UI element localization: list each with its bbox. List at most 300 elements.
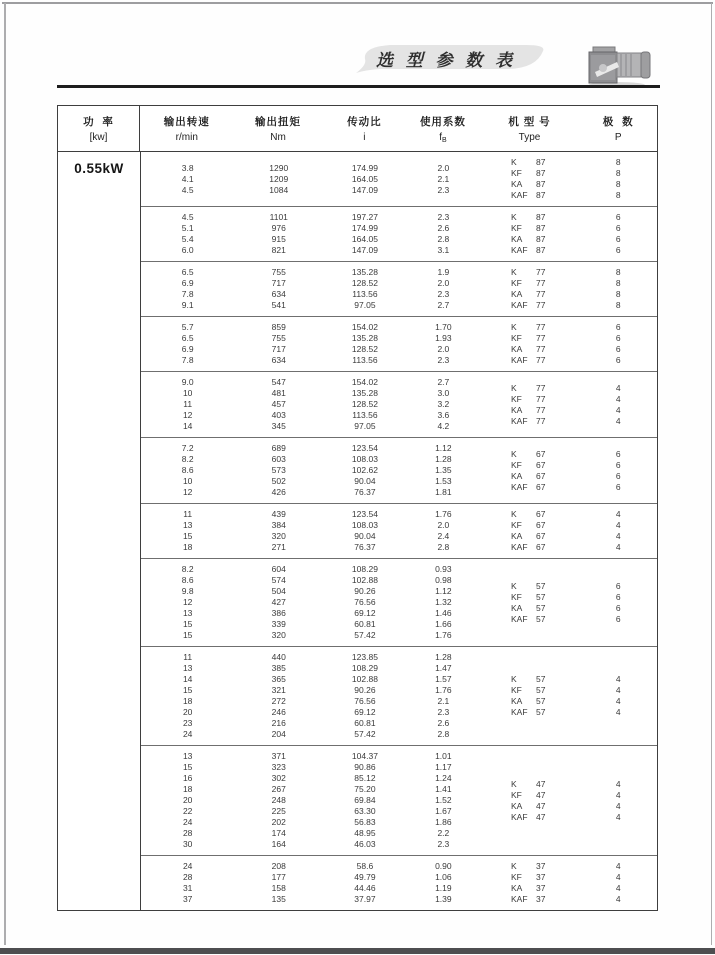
poles-cell: 4	[615, 393, 621, 404]
ratio-cell: 102.88	[351, 674, 378, 684]
fb-cell: 1.17	[435, 762, 452, 772]
fb-cell: 1.76	[435, 685, 452, 695]
torque-cell: 174	[271, 828, 286, 838]
type-size: 37	[535, 872, 546, 882]
fb-cell: 1.12	[435, 443, 452, 453]
type-code: K	[510, 382, 517, 393]
speed-column	[141, 157, 234, 201]
ratio-cell: 174.99	[351, 223, 378, 233]
type-code: K	[510, 212, 517, 222]
header-torque-unit: Nm	[270, 132, 286, 143]
type-size: 57	[535, 707, 546, 717]
torque-cell: 321	[271, 685, 286, 695]
ratio-cell: 49.79	[354, 872, 376, 882]
ratio-cell: 128.52	[351, 278, 378, 288]
poles-cell: 6	[615, 322, 621, 332]
speed-cell: 30	[182, 839, 193, 849]
type-cell	[511, 779, 545, 790]
poles-cell: 8	[615, 278, 621, 288]
fb-column	[407, 751, 480, 850]
type-size: 47	[535, 800, 546, 811]
fb-cell: 0.93	[435, 564, 452, 574]
header-poles-cn: 极 数	[602, 116, 634, 128]
torque-cell: 717	[271, 344, 286, 354]
ratio-cell: 75.20	[354, 784, 376, 794]
type-size: 67	[535, 520, 546, 530]
type-size: 67	[535, 470, 546, 481]
torque-column	[234, 212, 323, 256]
ratio-cell: 113.56	[352, 289, 378, 299]
ratio-cell: 113.56	[352, 355, 378, 365]
fb-cell: 2.8	[437, 234, 450, 244]
ratio-cell: 123.54	[351, 443, 378, 453]
type-cell	[511, 289, 545, 300]
table-body	[58, 152, 657, 910]
ratio-cell: 128.52	[351, 399, 378, 409]
speed-cell: 5.7	[181, 322, 194, 332]
type-column	[480, 751, 580, 850]
type-cell	[511, 333, 545, 344]
type-size: 77	[535, 344, 546, 354]
torque-cell: 204	[271, 729, 286, 739]
ratio-cell: 123.54	[351, 509, 378, 519]
type-cell	[511, 267, 545, 278]
type-column	[480, 564, 580, 641]
type-code: KAF	[510, 811, 528, 822]
table-block	[141, 316, 657, 371]
type-size: 67	[535, 531, 546, 541]
type-size: 77	[535, 404, 546, 415]
speed-cell: 4.1	[181, 173, 194, 184]
type-size: 57	[535, 613, 546, 624]
fb-cell: 2.8	[437, 729, 450, 739]
type-code: KF	[510, 168, 522, 178]
type-code: KA	[510, 531, 523, 541]
power-column	[58, 152, 141, 910]
type-cell	[511, 482, 545, 493]
header-type-unit: Type	[518, 132, 541, 143]
ratio-cell: 46.03	[354, 839, 376, 849]
speed-column	[141, 564, 234, 641]
fb-cell: 1.28	[435, 652, 452, 662]
type-size: 37	[535, 883, 546, 893]
ratio-column	[323, 652, 407, 740]
ratio-cell: 58.6	[356, 861, 374, 871]
table-block	[141, 745, 657, 855]
type-cell	[511, 674, 545, 685]
type-cell	[511, 394, 545, 405]
torque-cell: 248	[271, 795, 286, 805]
type-size: 87	[535, 223, 546, 233]
header-type-cn: 机 型 号	[508, 116, 551, 128]
fb-column	[407, 157, 480, 201]
header-ratio-unit: i	[363, 132, 366, 143]
torque-cell: 225	[271, 806, 286, 816]
type-code: KF	[510, 591, 522, 602]
ratio-cell: 76.37	[354, 487, 376, 497]
ratio-cell: 90.04	[354, 476, 376, 486]
ratio-cell: 90.26	[354, 685, 376, 695]
poles-column	[580, 267, 657, 311]
ratio-cell: 108.29	[351, 663, 378, 673]
poles-cell: 4	[615, 531, 621, 541]
ratio-cell: 104.37	[351, 751, 378, 761]
torque-cell: 135	[271, 894, 286, 904]
type-size: 37	[535, 861, 546, 871]
ratio-cell: 97.05	[354, 421, 376, 431]
type-size: 57	[535, 696, 546, 706]
speed-cell: 11	[183, 399, 193, 409]
torque-column	[234, 509, 323, 553]
torque-column	[234, 267, 323, 311]
poles-cell: 6	[615, 355, 621, 365]
speed-cell: 6.0	[181, 245, 194, 255]
ratio-cell: 69.12	[354, 608, 376, 618]
header-ratio	[322, 106, 406, 151]
header-power	[58, 106, 140, 151]
table-header-row	[58, 106, 657, 152]
fb-cell: 1.41	[435, 784, 452, 794]
type-code: KF	[510, 393, 522, 404]
header-torque	[234, 106, 323, 151]
torque-column	[234, 322, 323, 366]
header-poles	[579, 106, 657, 151]
speed-cell: 7.8	[181, 355, 194, 365]
speed-cell: 8.6	[181, 575, 194, 585]
type-size: 57	[535, 674, 546, 684]
fb-cell: 2.3	[437, 289, 450, 299]
torque-cell: 574	[271, 575, 286, 585]
type-size: 37	[535, 894, 546, 904]
poles-cell: 8	[615, 179, 621, 189]
header-power-cn: 功 率	[83, 116, 114, 128]
type-cell	[511, 157, 545, 168]
fb-cell: 1.24	[435, 773, 452, 783]
torque-cell: 1084	[269, 184, 289, 195]
page-border-top	[2, 2, 713, 4]
torque-cell: 603	[271, 454, 286, 464]
fb-cell: 2.0	[437, 278, 450, 288]
type-cell	[511, 416, 545, 427]
type-code: KAF	[510, 300, 528, 310]
ratio-column	[323, 443, 407, 498]
fb-cell: 3.0	[437, 388, 450, 398]
speed-cell: 13	[182, 520, 193, 530]
type-cell	[511, 592, 545, 603]
type-code: KA	[510, 289, 523, 299]
type-size: 77	[535, 289, 546, 299]
type-size: 57	[535, 580, 546, 591]
poles-cell: 4	[615, 800, 621, 811]
type-code: KA	[510, 470, 523, 481]
type-cell	[511, 790, 545, 801]
speed-column	[141, 443, 234, 498]
type-column	[480, 212, 580, 256]
fb-cell: 1.66	[435, 619, 452, 629]
ratio-column	[323, 322, 407, 366]
fb-column	[407, 509, 480, 553]
fb-cell: 2.3	[437, 839, 450, 849]
header-right-section	[140, 106, 657, 151]
torque-cell: 320	[271, 630, 286, 640]
type-cell	[511, 603, 545, 614]
speed-cell: 9.0	[181, 377, 194, 387]
type-column	[480, 509, 580, 553]
poles-cell: 4	[615, 861, 621, 871]
type-size: 77	[535, 415, 546, 426]
ratio-cell: 135.28	[351, 333, 378, 343]
speed-cell: 20	[182, 707, 193, 717]
poles-column	[580, 377, 657, 432]
type-cell	[511, 179, 545, 190]
torque-cell: 755	[271, 267, 286, 277]
speed-cell: 18	[182, 696, 193, 706]
type-code: KA	[510, 800, 523, 811]
type-code: KF	[510, 685, 522, 695]
type-cell	[511, 168, 545, 179]
type-cell	[511, 278, 545, 289]
fb-cell: 1.39	[435, 894, 452, 904]
speed-cell: 22	[182, 806, 193, 816]
table-block	[141, 855, 657, 910]
speed-cell: 6.5	[181, 333, 194, 343]
poles-column	[580, 212, 657, 256]
torque-cell: 208	[271, 861, 286, 871]
type-cell	[511, 542, 545, 553]
torque-cell: 384	[271, 520, 286, 530]
ratio-column	[323, 157, 407, 201]
type-cell	[511, 801, 545, 812]
fb-symbol: f	[439, 132, 442, 143]
fb-cell: 1.9	[437, 267, 450, 277]
speed-cell: 28	[182, 828, 193, 838]
torque-column	[234, 861, 323, 905]
torque-column	[234, 157, 323, 201]
fb-cell: 0.98	[435, 575, 452, 585]
type-size: 67	[535, 459, 546, 470]
speed-column	[141, 377, 234, 432]
fb-cell: 1.32	[435, 597, 452, 607]
type-code: KF	[510, 520, 522, 530]
header-speed-unit: r/min	[175, 132, 198, 143]
ratio-cell: 97.05	[354, 300, 376, 310]
speed-column	[141, 652, 234, 740]
type-size: 47	[535, 789, 546, 800]
gear-motor-image	[583, 40, 655, 90]
speed-column	[141, 322, 234, 366]
ratio-cell: 44.46	[354, 883, 376, 893]
torque-cell: 427	[271, 597, 286, 607]
speed-cell: 4.5	[181, 212, 194, 222]
speed-cell: 12	[182, 487, 193, 497]
ratio-cell: 63.30	[354, 806, 376, 816]
type-column	[480, 652, 580, 740]
poles-cell: 4	[615, 872, 621, 882]
speed-cell: 13	[182, 751, 193, 761]
type-size: 77	[535, 267, 546, 277]
poles-cell: 6	[615, 344, 621, 354]
type-column	[480, 861, 580, 905]
type-code: KA	[510, 602, 523, 613]
fb-cell: 1.53	[435, 476, 452, 486]
speed-cell: 14	[182, 421, 193, 431]
torque-cell: 915	[271, 234, 286, 244]
type-size: 67	[535, 509, 546, 519]
speed-cell: 15	[182, 762, 193, 772]
ratio-cell: 60.81	[354, 619, 376, 629]
type-cell	[511, 245, 545, 256]
fb-cell: 2.3	[437, 707, 450, 717]
torque-column	[234, 751, 323, 850]
speed-column	[141, 212, 234, 256]
header-type	[480, 106, 580, 151]
poles-cell: 4	[615, 542, 621, 552]
type-code: KAF	[510, 894, 528, 904]
torque-cell: 547	[271, 377, 286, 387]
poles-cell: 6	[615, 223, 621, 233]
type-size: 77	[535, 333, 546, 343]
type-size: 77	[535, 278, 546, 288]
poles-cell: 6	[615, 245, 621, 255]
speed-cell: 18	[182, 542, 193, 552]
fb-cell: 1.93	[435, 333, 452, 343]
speed-cell: 7.8	[181, 289, 194, 299]
ratio-cell: 90.86	[354, 762, 376, 772]
poles-column	[580, 157, 657, 201]
ratio-cell: 123.85	[351, 652, 378, 662]
header-power-unit: [kw]	[89, 132, 108, 143]
speed-column	[141, 861, 234, 905]
fb-cell: 2.7	[437, 377, 450, 387]
speed-cell: 10	[182, 388, 193, 398]
type-size: 47	[535, 811, 546, 822]
type-code: KAF	[510, 355, 528, 365]
poles-cell: 6	[615, 448, 621, 459]
torque-cell: 302	[271, 773, 286, 783]
fb-cell: 1.12	[435, 586, 452, 596]
type-cell	[511, 812, 545, 823]
fb-column	[407, 212, 480, 256]
ratio-column	[323, 751, 407, 850]
torque-cell: 272	[271, 696, 286, 706]
type-code: K	[510, 674, 517, 684]
type-code: K	[510, 778, 517, 789]
type-size: 77	[535, 355, 546, 365]
fb-cell: 2.0	[437, 520, 450, 530]
table-block	[141, 152, 657, 206]
table-block	[141, 206, 657, 261]
torque-cell: 323	[271, 762, 286, 772]
type-code: K	[510, 861, 517, 871]
torque-cell: 339	[271, 619, 286, 629]
type-cell	[511, 520, 545, 531]
speed-cell: 6.5	[181, 267, 194, 277]
poles-cell: 6	[615, 481, 621, 492]
type-size: 67	[535, 448, 546, 459]
type-code: K	[510, 580, 517, 591]
page-bottom-bar	[0, 948, 715, 954]
fb-cell: 4.2	[437, 421, 450, 431]
type-code: KA	[510, 179, 523, 189]
poles-column	[580, 751, 657, 850]
header-service-factor-unit	[439, 132, 446, 143]
type-size: 57	[535, 685, 546, 695]
type-cell	[511, 509, 545, 520]
speed-cell: 20	[182, 795, 193, 805]
torque-cell: 502	[271, 476, 286, 486]
torque-cell: 271	[271, 542, 286, 552]
fb-cell: 0.90	[435, 861, 452, 871]
fb-cell: 2.1	[437, 696, 450, 706]
fb-cell: 1.76	[435, 630, 452, 640]
type-code: KF	[510, 459, 522, 470]
torque-cell: 717	[271, 278, 286, 288]
fb-cell: 1.19	[435, 883, 452, 893]
fb-cell: 1.86	[435, 817, 452, 827]
header-rule	[57, 85, 660, 88]
header-speed	[140, 106, 234, 151]
data-blocks	[141, 152, 657, 910]
speed-cell: 31	[182, 883, 193, 893]
ratio-cell: 108.03	[351, 454, 378, 464]
fb-cell: 2.6	[437, 718, 450, 728]
poles-cell: 4	[615, 382, 621, 393]
speed-cell: 4.5	[181, 184, 194, 195]
speed-cell: 10	[182, 476, 193, 486]
ratio-cell: 108.29	[351, 564, 378, 574]
type-cell	[511, 861, 545, 872]
fb-cell: 3.1	[437, 245, 450, 255]
ratio-cell: 102.62	[351, 465, 378, 475]
header-service-factor	[406, 106, 479, 151]
type-code: K	[510, 509, 517, 519]
selection-parameter-table	[57, 105, 658, 911]
type-cell	[511, 894, 545, 905]
speed-cell: 15	[182, 619, 193, 629]
table-block	[141, 558, 657, 646]
speed-cell: 6.9	[181, 278, 194, 288]
ratio-cell: 37.97	[354, 894, 376, 904]
type-code: KAF	[510, 481, 528, 492]
ratio-column	[323, 861, 407, 905]
poles-cell: 4	[615, 520, 621, 530]
ratio-cell: 85.12	[354, 773, 376, 783]
type-size: 87	[535, 245, 546, 255]
type-code: KAF	[510, 245, 528, 255]
torque-cell: 385	[271, 663, 286, 673]
fb-cell: 1.81	[435, 487, 452, 497]
type-column	[480, 377, 580, 432]
type-size: 77	[535, 382, 546, 393]
poles-cell: 6	[615, 459, 621, 470]
torque-cell: 457	[271, 399, 286, 409]
type-cell	[511, 383, 545, 394]
torque-cell: 689	[271, 443, 286, 453]
fb-column	[407, 267, 480, 311]
poles-cell: 8	[615, 190, 621, 200]
fb-cell: 1.67	[435, 806, 452, 816]
type-cell	[511, 344, 545, 355]
type-code: KAF	[510, 542, 528, 552]
speed-cell: 7.2	[181, 443, 194, 453]
poles-cell: 4	[615, 685, 621, 695]
speed-cell: 14	[182, 674, 193, 684]
type-column	[480, 267, 580, 311]
header-speed-cn: 输出转速	[163, 116, 210, 128]
type-code: KF	[510, 278, 522, 288]
power-value: 0.55kW	[74, 161, 124, 176]
poles-cell: 6	[615, 602, 621, 613]
